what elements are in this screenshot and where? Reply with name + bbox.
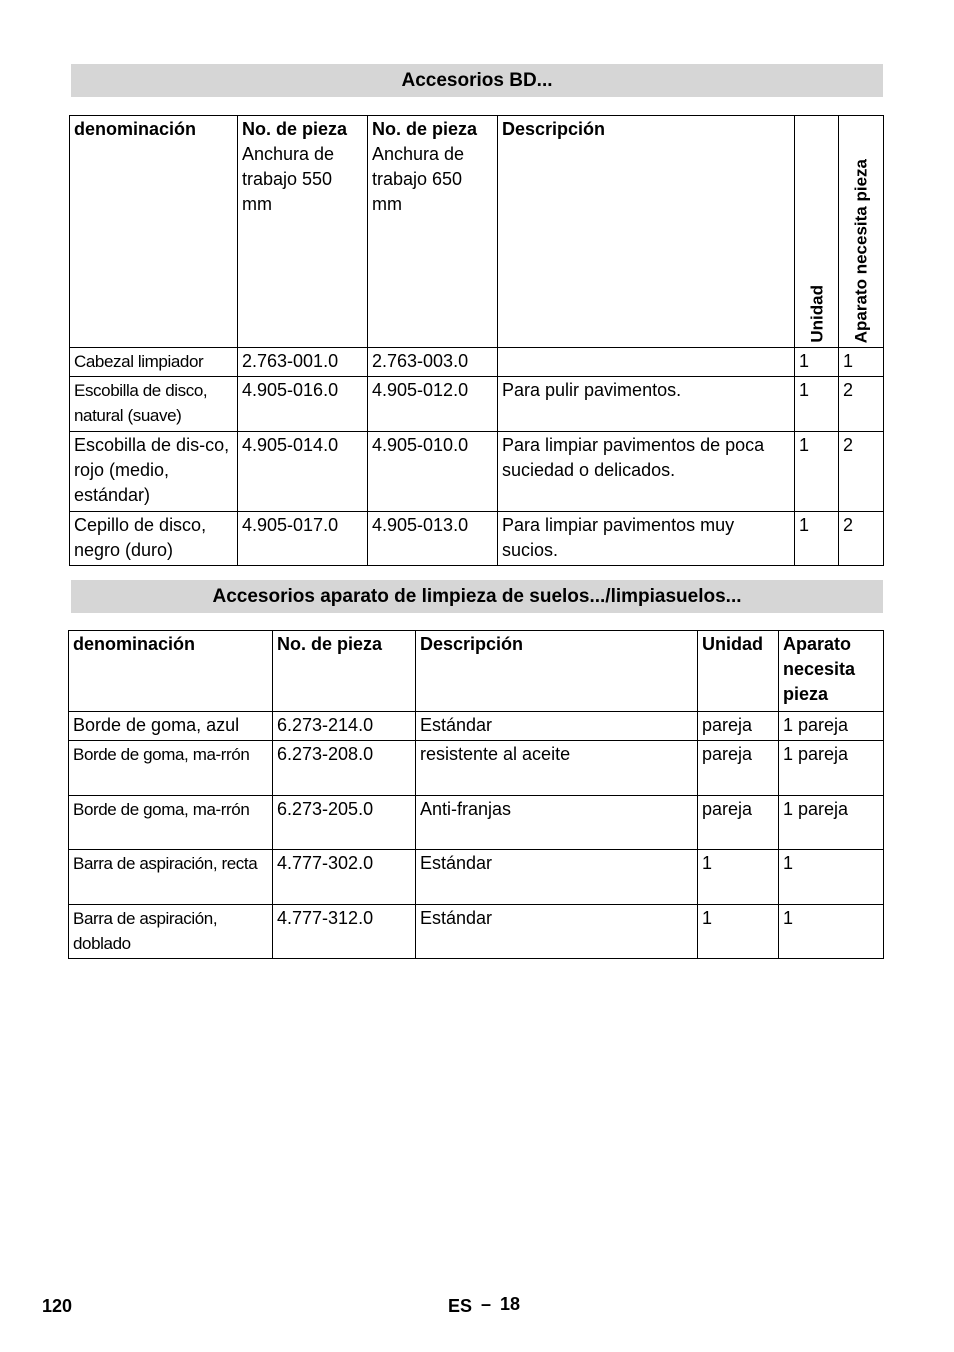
section-page-number: 18 bbox=[500, 1294, 521, 1314]
cell-need: 2 bbox=[839, 512, 884, 566]
cell-part: 6.273-214.0 bbox=[273, 712, 416, 741]
cell-description: Estándar bbox=[416, 712, 698, 741]
cell-unit: pareja bbox=[698, 712, 779, 741]
header-part: No. de pieza bbox=[273, 631, 416, 712]
cell-name: Barra de aspiración, doblado bbox=[69, 905, 273, 959]
header-part-550 bbox=[238, 116, 368, 348]
section-title-bd: Accesorios BD... bbox=[71, 64, 883, 97]
table-row bbox=[70, 348, 884, 377]
cell-part-550: 2.763-001.0 bbox=[238, 348, 368, 377]
cell-description: Anti-franjas bbox=[416, 796, 698, 850]
header-part-650 bbox=[368, 116, 498, 348]
header-part-550-label: No. de pieza bbox=[242, 119, 348, 139]
cell-description: Estándar bbox=[416, 905, 698, 959]
cell-part: 4.777-302.0 bbox=[273, 850, 416, 905]
table-row bbox=[69, 905, 884, 959]
table-row bbox=[70, 512, 884, 566]
cell-unit: pareja bbox=[698, 741, 779, 796]
cell-part: 4.777-312.0 bbox=[273, 905, 416, 959]
cell-need: 1 pareja bbox=[779, 741, 884, 796]
table-row bbox=[69, 850, 884, 905]
cell-part-550: 4.905-017.0 bbox=[238, 512, 368, 566]
table-row bbox=[69, 796, 884, 850]
header-part-650-label: No. de pieza bbox=[372, 119, 478, 139]
table-row bbox=[70, 432, 884, 512]
cell-part-650: 4.905-012.0 bbox=[368, 377, 498, 432]
cell-description: Para limpiar pavimentos muy sucios. bbox=[498, 512, 795, 566]
cell-name: Borde de goma, ma-rrón bbox=[69, 741, 273, 796]
footer-dash: – bbox=[481, 1294, 492, 1314]
table-header-row bbox=[70, 116, 884, 348]
cell-name: Borde de goma, ma-rrón bbox=[69, 796, 273, 850]
header-description: Descripción bbox=[416, 631, 698, 712]
cell-need: 2 bbox=[839, 377, 884, 432]
header-name: denominación bbox=[69, 631, 273, 712]
header-name: denominación bbox=[70, 116, 238, 348]
cell-need: 1 pareja bbox=[779, 712, 884, 741]
table-row bbox=[70, 377, 884, 432]
cell-need: 1 pareja bbox=[779, 796, 884, 850]
header-description: Descripción bbox=[498, 116, 795, 348]
cell-part-550: 4.905-016.0 bbox=[238, 377, 368, 432]
cell-part-550: 4.905-014.0 bbox=[238, 432, 368, 512]
cell-name: Escobilla de disco, natural (suave) bbox=[70, 377, 238, 432]
cell-need: 2 bbox=[839, 432, 884, 512]
header-unit bbox=[795, 116, 839, 348]
cell-unit: 1 bbox=[795, 377, 839, 432]
accessories-bd-table bbox=[69, 115, 884, 566]
cell-unit: 1 bbox=[698, 850, 779, 905]
cell-part-650: 4.905-010.0 bbox=[368, 432, 498, 512]
cell-name: Barra de aspiración, recta bbox=[69, 850, 273, 905]
cell-name: Borde de goma, azul bbox=[69, 712, 273, 741]
cell-need: 1 bbox=[839, 348, 884, 377]
cell-name: Escobilla de dis-co, rojo (medio, estándar) bbox=[70, 432, 238, 512]
cell-need: 1 bbox=[779, 905, 884, 959]
cell-description: Para pulir pavimentos. bbox=[498, 377, 795, 432]
table-header-row bbox=[69, 631, 884, 712]
cell-part: 6.273-205.0 bbox=[273, 796, 416, 850]
header-need: Aparato necesita pieza bbox=[779, 631, 884, 712]
header-part-550-width: Anchura de trabajo 550 mm bbox=[242, 144, 335, 214]
cell-need: 1 bbox=[779, 850, 884, 905]
table-row bbox=[69, 712, 884, 741]
header-part-650-width: Anchura de trabajo 650 mm bbox=[372, 144, 465, 214]
cell-part-650: 2.763-003.0 bbox=[368, 348, 498, 377]
accessories-floor-table bbox=[68, 630, 884, 959]
table-row bbox=[69, 741, 884, 796]
cell-description: Estándar bbox=[416, 850, 698, 905]
language-code: ES bbox=[448, 1296, 473, 1316]
header-unit: Unidad bbox=[698, 631, 779, 712]
cell-unit: 1 bbox=[795, 432, 839, 512]
cell-name: Cabezal limpiador bbox=[70, 348, 238, 377]
cell-description: resistente al aceite bbox=[416, 741, 698, 796]
header-unit-label: Unidad bbox=[807, 285, 826, 343]
cell-unit: 1 bbox=[698, 905, 779, 959]
header-need bbox=[839, 116, 884, 348]
cell-unit: 1 bbox=[795, 512, 839, 566]
cell-unit: pareja bbox=[698, 796, 779, 850]
cell-description bbox=[498, 348, 795, 377]
cell-part-650: 4.905-013.0 bbox=[368, 512, 498, 566]
section-title-floor-cleaner: Accesorios aparato de limpieza de suelos.../limpiasuelos... bbox=[71, 580, 883, 613]
cell-name: Cepillo de disco, negro (duro) bbox=[70, 512, 238, 566]
header-need-label: Aparato necesita pieza bbox=[851, 158, 871, 343]
page-number: 120 bbox=[42, 1296, 73, 1316]
cell-part: 6.273-208.0 bbox=[273, 741, 416, 796]
cell-description: Para limpiar pavimentos de poca suciedad o delicados. bbox=[498, 432, 795, 512]
cell-unit: 1 bbox=[795, 348, 839, 377]
